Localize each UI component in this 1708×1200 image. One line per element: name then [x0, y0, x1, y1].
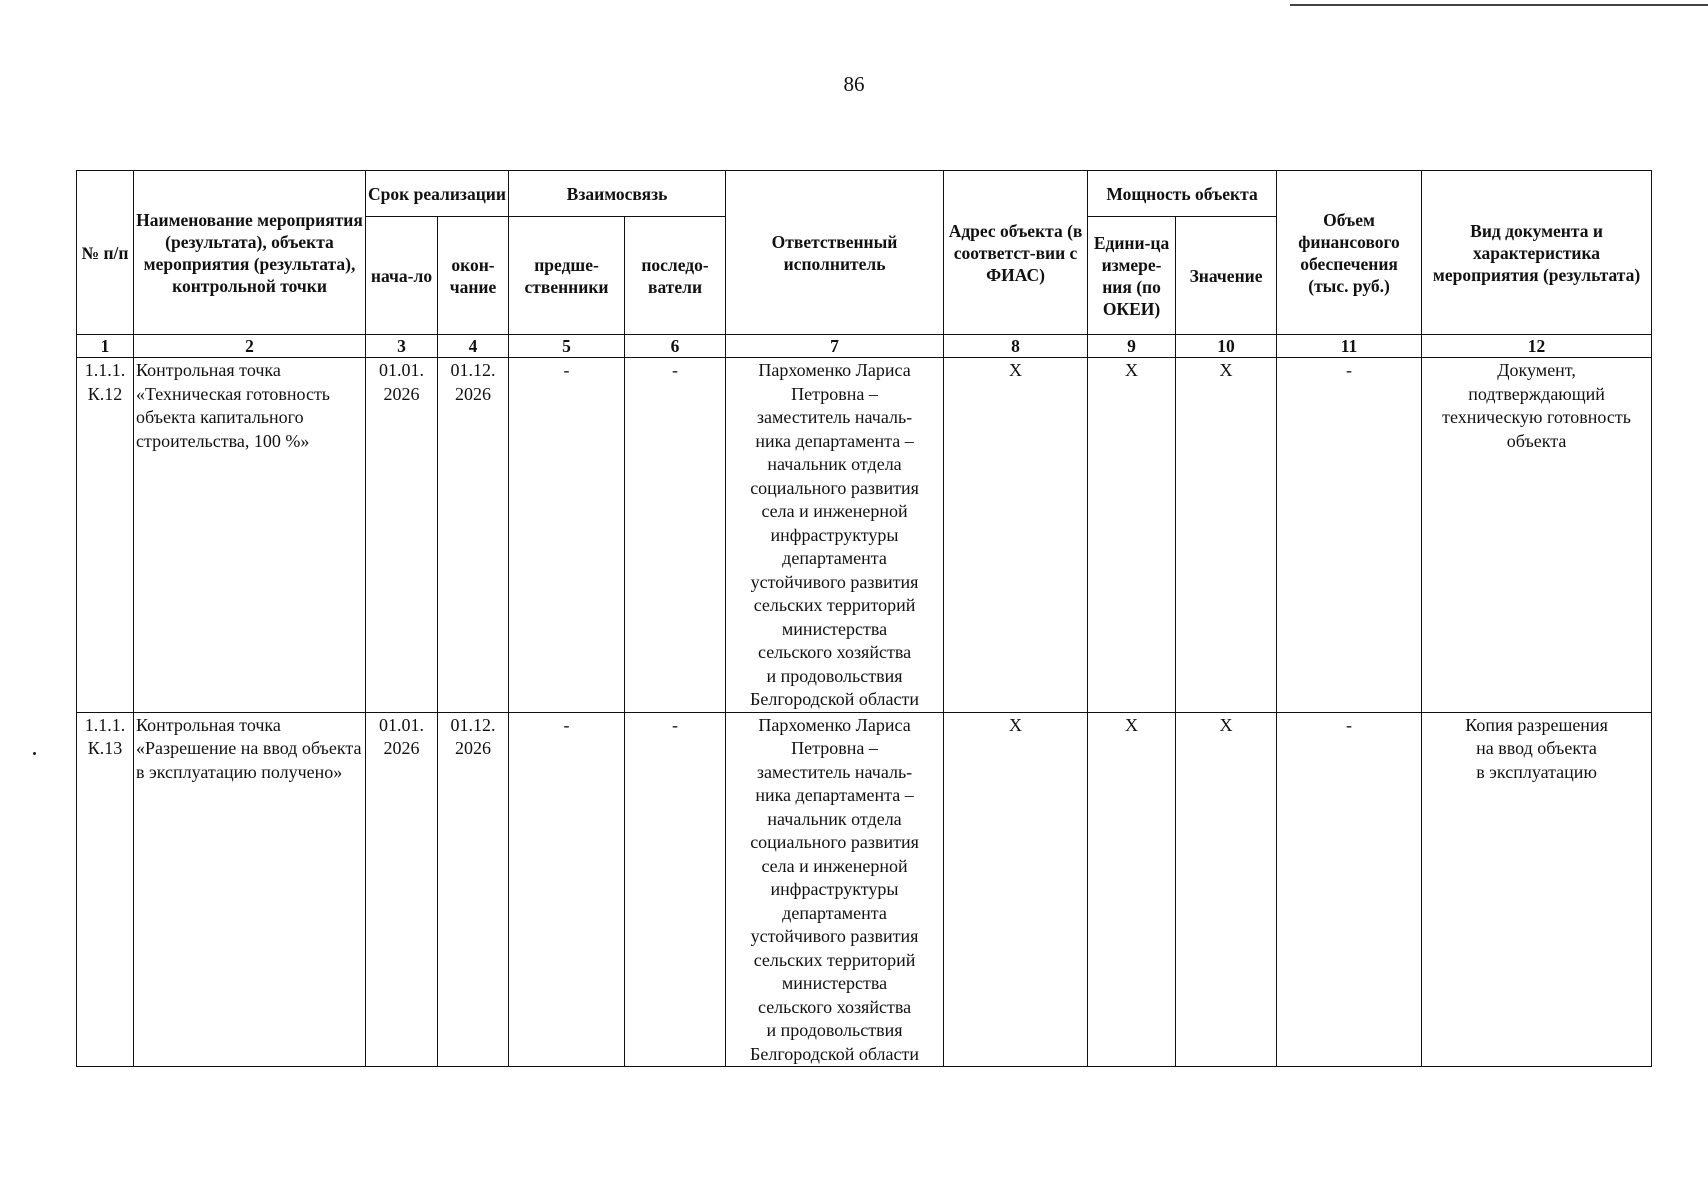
- column-number: 7: [726, 335, 944, 358]
- table-row: [77, 358, 1652, 713]
- header-link-prev: предше-ственники: [509, 217, 625, 335]
- cell-end: 01.12. 2026: [438, 712, 509, 1067]
- top-edge-rule: [1290, 4, 1708, 6]
- column-number: 2: [134, 335, 366, 358]
- cell-end: 01.12. 2026: [438, 358, 509, 713]
- cell-finance: -: [1277, 358, 1422, 713]
- cell-num: 1.1.1. К.12: [77, 358, 134, 713]
- header-term: Срок реализации: [366, 171, 509, 217]
- cell-prev: -: [509, 358, 625, 713]
- page-number: 86: [843, 72, 865, 96]
- scan-speck: [33, 752, 36, 755]
- column-number: 3: [366, 335, 438, 358]
- column-number: 10: [1176, 335, 1277, 358]
- column-number: 12: [1422, 335, 1652, 358]
- cell-responsible: Пархоменко Лариса Петровна – заместитель началь- ника департамента – начальник отдела социального развития села и инженерной инфраструктуры департамента устойчивого развития сельских территорий министерства сельского хозяйства и продовольствия Белгородской области: [726, 712, 944, 1067]
- column-number: 6: [625, 335, 726, 358]
- cell-doc: Документ, подтверждающий техническую готовность объекта: [1422, 358, 1652, 713]
- cell-start: 01.01. 2026: [366, 358, 438, 713]
- header-doc: Вид документа и характеристика мероприятия (результата): [1422, 171, 1652, 335]
- header-responsible: Ответственный исполнитель: [726, 171, 944, 335]
- header-term-start: нача-ло: [366, 217, 438, 335]
- header-finance: Объем финансового обеспечения (тыс. руб.): [1277, 171, 1422, 335]
- cell-unit: Х: [1088, 712, 1176, 1067]
- header-term-end: окон-чание: [438, 217, 509, 335]
- table-row: [77, 712, 1652, 1067]
- cell-address: Х: [944, 358, 1088, 713]
- header-unit: Едини-ца измере-ния (по ОКЕИ): [1088, 217, 1176, 335]
- column-number-row: [77, 335, 1652, 358]
- plan-table: [76, 170, 1652, 1067]
- header-num: № п/п: [77, 171, 134, 335]
- cell-value: Х: [1176, 712, 1277, 1067]
- cell-start: 01.01. 2026: [366, 712, 438, 1067]
- column-number: 4: [438, 335, 509, 358]
- header-link: Взаимосвязь: [509, 171, 726, 217]
- cell-next: -: [625, 358, 726, 713]
- header-capacity: Мощность объекта: [1088, 171, 1277, 217]
- cell-name: Контрольная точка «Разрешение на ввод объекта в эксплуатацию получено»: [134, 712, 366, 1067]
- cell-doc: Копия разрешения на ввод объекта в эксплуатацию: [1422, 712, 1652, 1067]
- column-number: 8: [944, 335, 1088, 358]
- cell-value: Х: [1176, 358, 1277, 713]
- column-number: 1: [77, 335, 134, 358]
- header-name: Наименование мероприятия (результата), объекта мероприятия (результата), контрольной точки: [134, 171, 366, 335]
- cell-next: -: [625, 712, 726, 1067]
- column-number: 9: [1088, 335, 1176, 358]
- cell-prev: -: [509, 712, 625, 1067]
- header-value: Значение: [1176, 217, 1277, 335]
- cell-unit: Х: [1088, 358, 1176, 713]
- cell-address: Х: [944, 712, 1088, 1067]
- cell-num: 1.1.1. К.13: [77, 712, 134, 1067]
- cell-name: Контрольная точка «Техническая готовность объекта капитального строительства, 100 %»: [134, 358, 366, 713]
- column-number: 5: [509, 335, 625, 358]
- column-number: 11: [1277, 335, 1422, 358]
- cell-finance: -: [1277, 712, 1422, 1067]
- header-address: Адрес объекта (в соответст-вии с ФИАС): [944, 171, 1088, 335]
- header-link-next: последо-ватели: [625, 217, 726, 335]
- cell-responsible: Пархоменко Лариса Петровна – заместитель началь- ника департамента – начальник отдела социального развития села и инженерной инфраструктуры департамента устойчивого развития сельских территорий министерства сельского хозяйства и продовольствия Белгородской области: [726, 358, 944, 713]
